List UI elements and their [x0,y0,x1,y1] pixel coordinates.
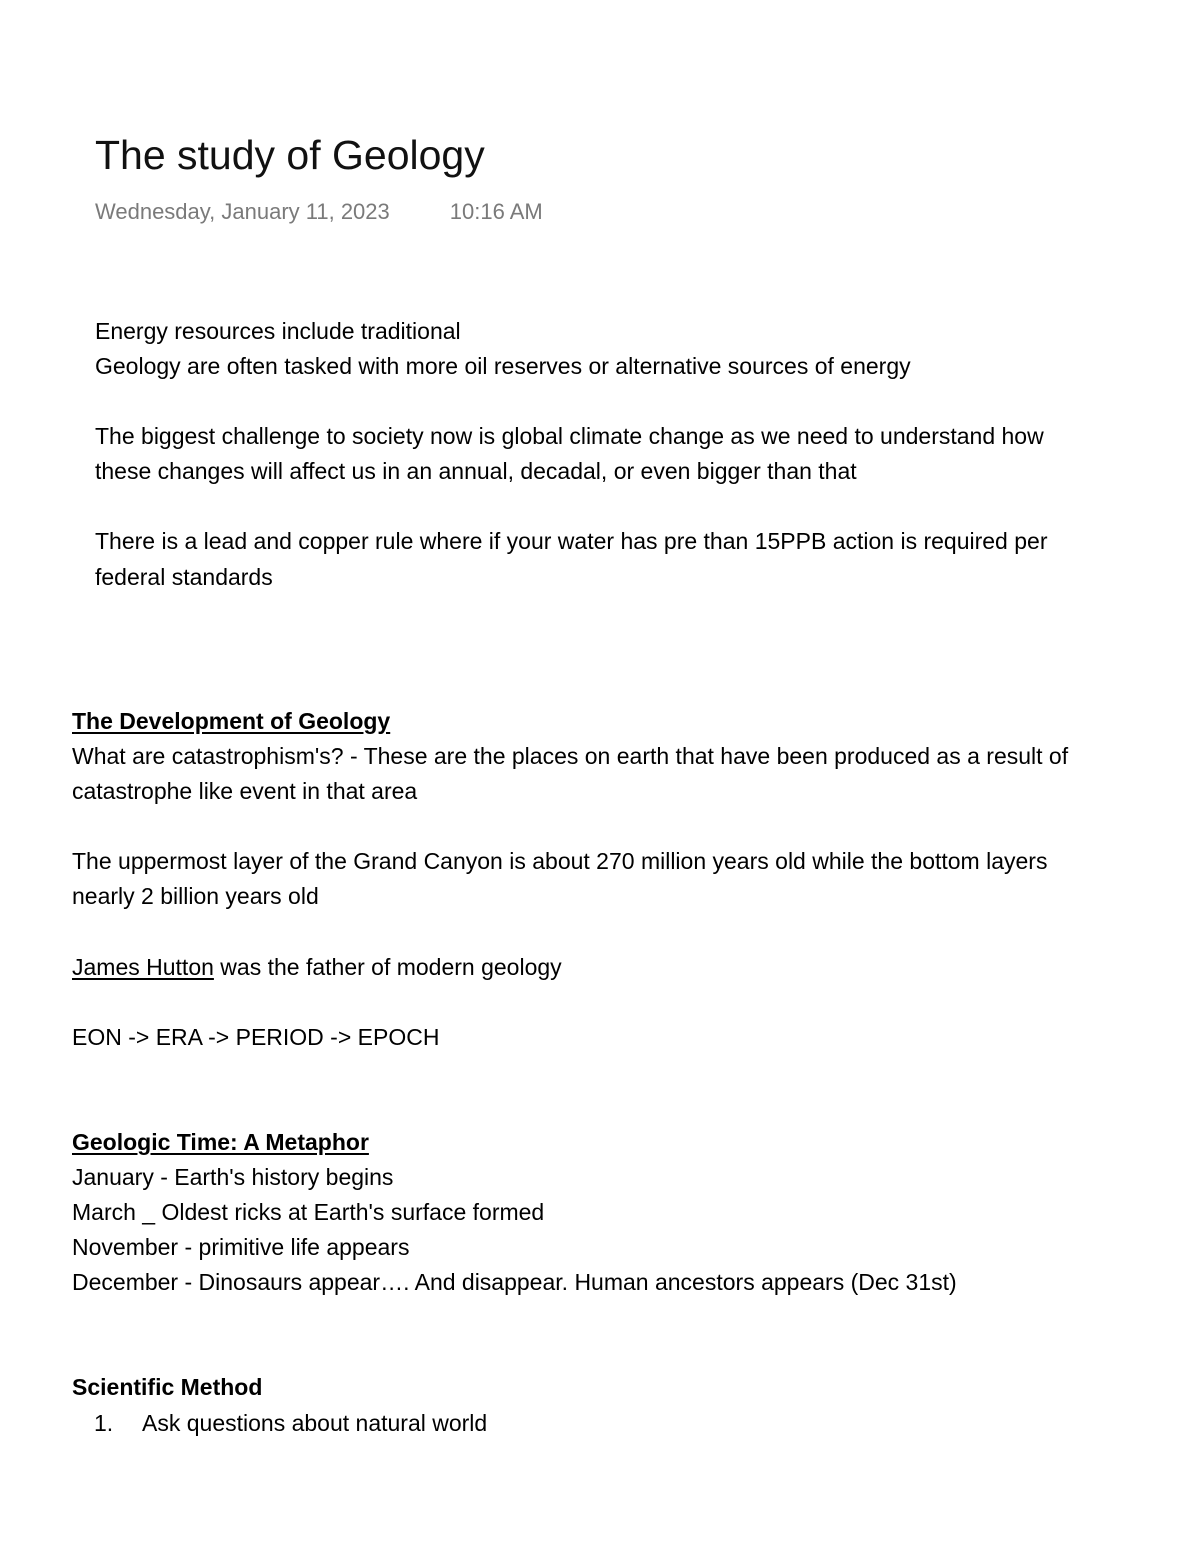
metaphor-item: March _ Oldest ricks at Earth's surface formed [72,1199,545,1225]
note-time: 10:16 AM [449,199,543,224]
intro-line-3: The biggest challenge to society now is global climate change as we need to understand how [95,423,1044,449]
section-heading-development: The Development of Geology [72,708,391,734]
intro-line-6: federal standards [95,564,273,590]
development-line-2: catastrophe like event in that area [72,778,418,804]
hutton-name: James Hutton [72,954,214,980]
intro-line-4: these changes will affect us in an annual, decadal, or even bigger than that [95,458,857,484]
hutton-line [72,950,562,985]
metaphor-item: November - primitive life appears [72,1234,410,1260]
page-title: The study of Geology [95,132,485,178]
development-line-3: The uppermost layer of the Grand Canyon is about 270 million years old while the bottom layers [72,848,1048,874]
development-line-1: What are catastrophism's? - These are the places on earth that have been produced as a result of [72,743,1069,769]
list-number: 1. [94,1410,114,1436]
note-date: Wednesday, January 11, 2023 [95,199,390,224]
hutton-description: was the father of modern geology [213,954,562,980]
intro-line-5: There is a lead and copper rule where if your water has pre than 15PPB action is required per [95,528,1048,554]
intro-line-2: Geology are often tasked with more oil reserves or alternative sources of energy [95,353,911,379]
metaphor-item: December - Dinosaurs appear…. And disappear. Human ancestors appears (Dec 31st) [72,1269,957,1295]
section-heading-scientific-method: Scientific Method [72,1374,263,1400]
metaphor-item: January - Earth's history begins [72,1164,394,1190]
section-heading-geologic-time: Geologic Time: A Metaphor [72,1129,369,1155]
development-line-4: nearly 2 billion years old [72,883,319,909]
intro-line-1: Energy resources include traditional [95,318,461,344]
list-item [72,1406,487,1441]
time-hierarchy: EON -> ERA -> PERIOD -> EPOCH [72,1024,440,1050]
note-metadata [95,199,543,225]
list-text: Ask questions about natural world [142,1410,488,1436]
